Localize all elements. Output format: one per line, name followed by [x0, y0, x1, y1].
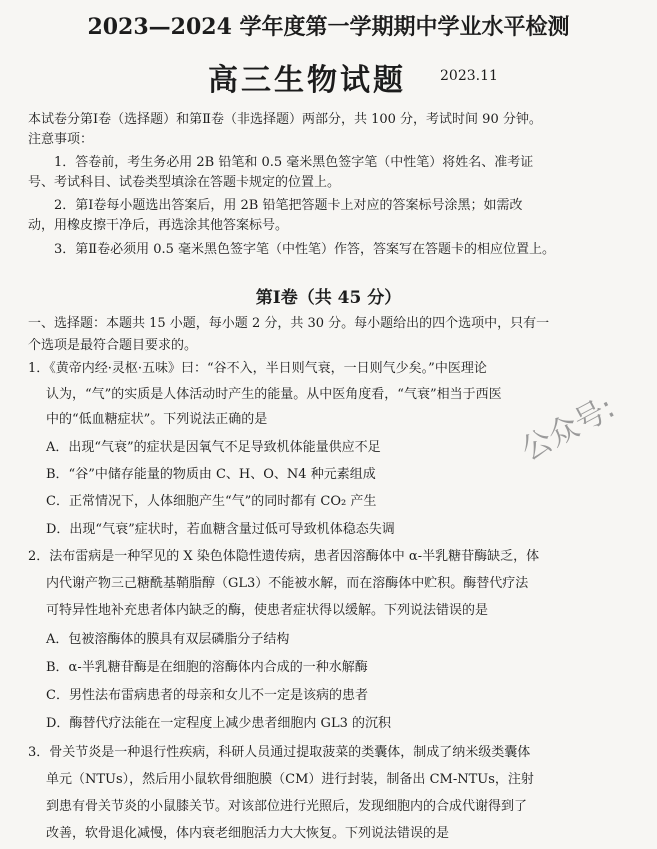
question-2-option-c: C．男性法布雷病患者的母亲和女儿不一定是该病的患者 — [46, 688, 368, 703]
intro-line: 3．第Ⅱ卷必须用 0.5 毫米黑色签字笔（中性笔）作答，答案写在答题卡的相应位置上。 — [54, 242, 556, 257]
question-2-option-b: B．α-半乳糖苷酶是在细胞的溶酶体内合成的一种水解酶 — [46, 660, 368, 675]
section-intro-line: 个选项是最符合题目要求的。 — [28, 338, 198, 353]
section-intro-line: 一、选择题：本题共 15 小题，每小题 2 分，共 30 分。每小题给出的四个选项中，只有一 — [28, 316, 550, 331]
watermark: 公众号: — [515, 390, 621, 468]
question-2-stem: 2．法布雷病是一种罕见的 X 染色体隐性遗传病，患者因溶酶体中 α-半乳糖苷酶缺乏，体 — [28, 549, 540, 564]
question-1-option-b: B．“谷”中储存能量的物质由 C、H、O、N4 种元素组成 — [46, 467, 376, 482]
subject-title: 高三生物试题 — [208, 63, 406, 98]
section-title: 第Ⅰ卷（共 45 分） — [255, 288, 402, 308]
question-3-stem: 到患有骨关节炎的小鼠膝关节。对该部位进行光照后，发现细胞内的合成代谢得到了 — [46, 799, 528, 814]
notice-heading: 注意事项： — [28, 132, 94, 147]
intro-line: 动，用橡皮擦干净后，再选涂其他答案标号。 — [28, 218, 289, 233]
question-1-option-d: D．出现“气衰”症状时，若血糖含量过低可导致机体稳态失调 — [46, 522, 395, 537]
exam-date: 2023.11 — [440, 68, 498, 84]
question-1-option-a: A．出现“气衰”的症状是因氧气不足导致机体能量供应不足 — [46, 440, 381, 455]
question-3-stem: 单元（NTUs），然后用小鼠软骨细胞膜（CM）进行封装，制备出 CM-NTUs，注射 — [46, 772, 534, 787]
intro-line: 本试卷分第Ⅰ卷（选择题）和第Ⅱ卷（非选择题）两部分，共 100 分，考试时间 90 分钟。 — [28, 112, 542, 127]
question-1-stem: 1．《黄帝内经·灵枢·五味》曰：“谷不入，半日则气衰，一日则气少矣。”中医理论 — [28, 361, 487, 376]
question-1-option-c: C．正常情况下，人体细胞产生“气”的同时都有 CO₂ 产生 — [46, 494, 377, 509]
intro-line: 1．答卷前，考生务必用 2B 铅笔和 0.5 毫米黑色签字笔（中性笔）将姓名、准考证 — [54, 155, 534, 170]
question-2-stem: 内代谢产物三己糖酰基鞘脂醇（GL3）不能被水解，而在溶酶体中贮积。酶替代疗法 — [46, 576, 529, 591]
question-2-option-a: A．包被溶酶体的膜具有双层磷脂分子结构 — [46, 632, 290, 647]
intro-line: 2．第Ⅰ卷每小题选出答案后，用 2B 铅笔把答题卡上对应的答案标号涂黑；如需改 — [54, 198, 523, 213]
question-3-stem: 改善，软骨退化减慢，体内衰老细胞活力大大恢复。下列说法错误的是 — [46, 826, 450, 841]
question-3-stem: 3．骨关节炎是一种退行性疾病，科研人员通过提取菠菜的类囊体，制成了纳米级类囊体 — [28, 745, 531, 760]
intro-line: 号、考试科目、试卷类型填涂在答题卡规定的位置上。 — [28, 175, 341, 190]
question-2-option-d: D．酶替代疗法能在一定程度上减少患者细胞内 GL3 的沉积 — [46, 716, 391, 731]
question-1-stem: 中的“低血糖症状”。下列说法正确的是 — [46, 412, 268, 427]
exam-title: 2023—2024 学年度第一学期期中学业水平检测 — [87, 14, 570, 40]
question-2-stem: 可特异性地补充患者体内缺乏的酶，使患者症状得以缓解。下列说法错误的是 — [46, 603, 489, 618]
question-1-stem: 认为，“气”的实质是人体活动时产生的能量。从中医角度看，“气衰”相当于西医 — [46, 387, 502, 402]
